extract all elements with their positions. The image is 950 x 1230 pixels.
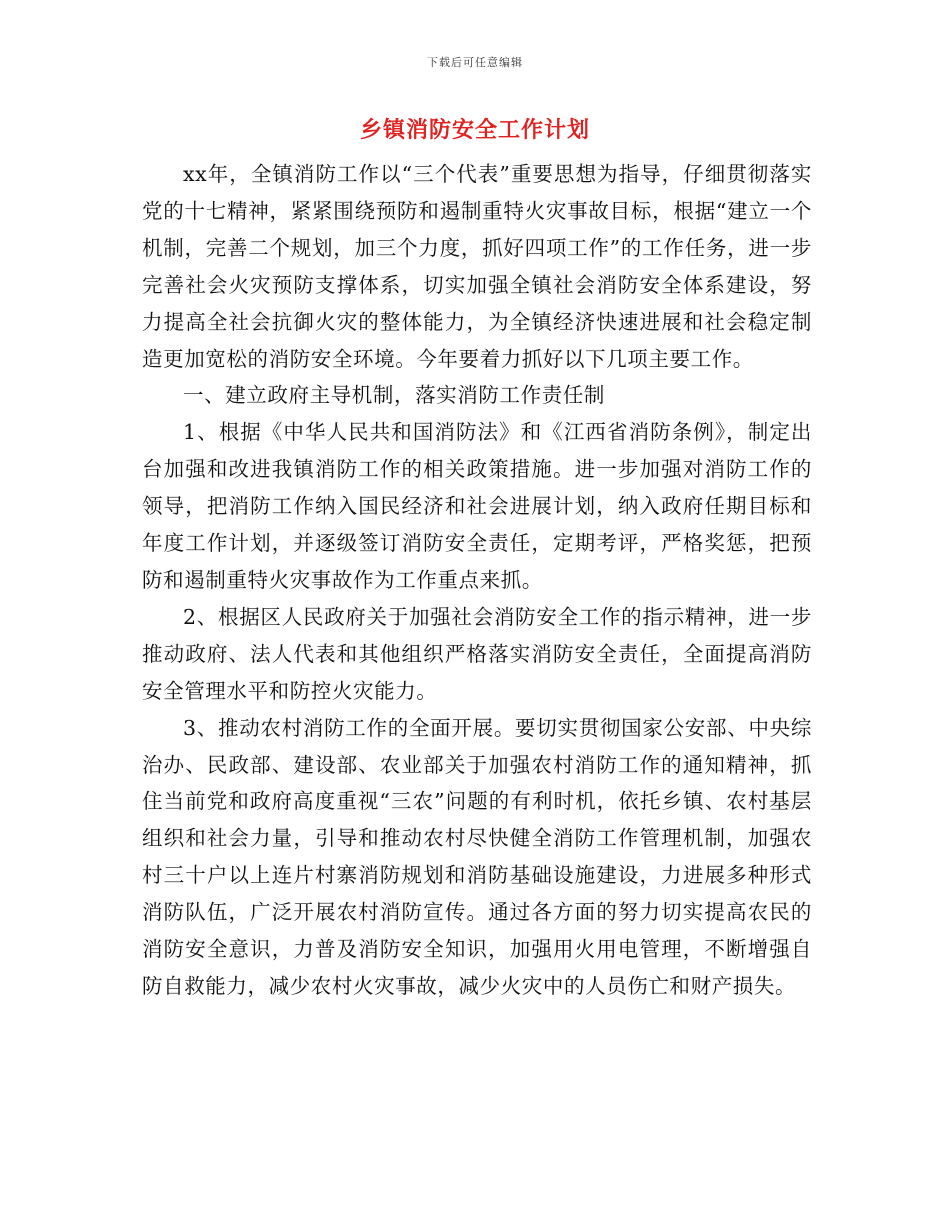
item-paragraph-2: 2、根据区人民政府关于加强社会消防安全工作的指示精神，进一步推动政府、法人代表和其他组织严格落实消防安全责任，全面提高消防安全管理水平和防控火灾能力。 xyxy=(142,604,812,703)
section-heading-1: 一、建立政府主导机制，落实消防工作责任制 xyxy=(183,383,605,408)
header-note: 下载后可任意编辑 xyxy=(427,56,523,69)
item-paragraph-3: 3、推动农村消防工作的全面开展。要切实贯彻国家公安部、中央综治办、民政部、建设部、农业部关于加强农村消防工作的通知精神，抓住当前党和政府高度重视“三农”问题的有利时机，依托乡镇、农村基层组织和社会力量，引导和推动农村尽快健全消防工作管理机制，加强农村三十户以上连片村寨消防规划和消防基础设施建设，力进展多种形式消防队伍，广泛开展农村消防宣传。通过各方面的努力切实提高农民的消防安全意识，力普及消防安全知识，加强用火用电管理，不断增强自防自救能力，减少农村火灾事故，减少火灾中的人员伤亡和财产损失。 xyxy=(142,715,812,998)
document-title: 乡镇消防安全工作计划 xyxy=(359,117,590,143)
item-paragraph-1: 1、根据《中华人民共和国消防法》和《江西省消防条例》，制定出台加强和改进我镇消防工作的相关政策措施。进一步加强对消防工作的领导，把消防工作纳入国民经济和社会进展计划，纳入政府任期目标和年度工作计划，并逐级签订消防安全责任，定期考评，严格奖惩，把预防和遏制重特火灾事故作为工作重点来抓。 xyxy=(142,420,812,592)
intro-paragraph: xx年，全镇消防工作以“三个代表”重要思想为指导，仔细贯彻落实党的十七精神，紧紧围绕预防和遏制重特火灾事故目标，根据“建立一个机制，完善二个规划，加三个力度，抓好四项工作”的工作任务，进一步完善社会火灾预防支撑体系，切实加强全镇社会消防安全体系建设，努力提高全社会抗御火灾的整体能力，为全镇经济快速进展和社会稳定制造更加宽松的消防安全环境。今年要着力抓好以下几项主要工作。 xyxy=(142,162,812,371)
document-body xyxy=(142,156,812,1005)
